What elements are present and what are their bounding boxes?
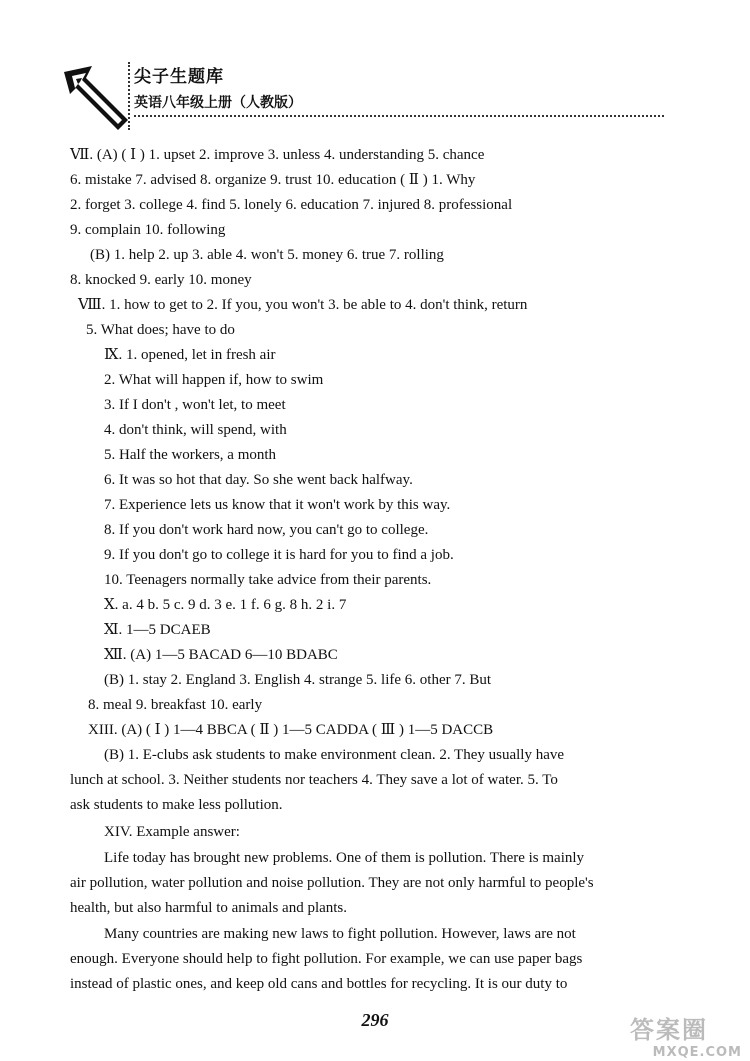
answer-line: Ⅷ. 1. how to get to 2. If you, you won't 3. be able to 4. don't think, return [78, 297, 528, 313]
header-dotted-rule [134, 115, 664, 117]
answer-line: 8. If you don't work hard now, you can't go to college. [104, 522, 429, 538]
page-number: 296 [361, 1010, 389, 1030]
book-subtitle: 英语八年级上册（人教版） [134, 96, 302, 111]
answer-line: 6. mistake 7. advised 8. organize 9. trust 10. education ( Ⅱ ) 1. Why [70, 172, 476, 188]
answer-line: 5. What does; have to do [86, 322, 235, 338]
answer-line: instead of plastic ones, and keep old cans and bottles for recycling. It is our duty to [70, 976, 568, 992]
answer-line: lunch at school. 3. Neither students nor teachers 4. They save a lot of water. 5. To [70, 772, 558, 788]
answer-line: (B) 1. stay 2. England 3. English 4. strange 5. life 6. other 7. But [104, 672, 492, 688]
watermark [630, 1010, 742, 1060]
answer-line: enough. Everyone should help to fight pollution. For example, we can use paper bags [70, 951, 583, 967]
answer-line: 3. If I don't , won't let, to meet [104, 397, 286, 413]
book-series-title: 尖子生题库 [134, 67, 224, 86]
answer-line: health, but also harmful to animals and plants. [70, 900, 348, 916]
answer-line: 10. Teenagers normally take advice from their parents. [104, 572, 432, 588]
header-vertical-divider [128, 62, 130, 130]
answer-line: Life today has brought new problems. One of them is pollution. There is mainly [104, 850, 585, 866]
answer-line: Ⅹ. a. 4 b. 5 c. 9 d. 3 e. 1 f. 6 g. 8 h. 2 i. 7 [104, 597, 347, 613]
answer-line: 9. complain 10. following [70, 222, 226, 238]
answer-line: 2. What will happen if, how to swim [104, 372, 324, 388]
page-header [62, 58, 662, 138]
answer-line: 5. Half the workers, a month [104, 447, 277, 463]
answer-line: 7. Experience lets us know that it won't work by this way. [104, 497, 451, 513]
answer-line: Ⅺ. 1—5 DCAEB [104, 622, 211, 638]
answer-line: 8. meal 9. breakfast 10. early [88, 697, 263, 713]
answer-line: 4. don't think, will spend, with [104, 422, 287, 438]
answer-line: Ⅶ. (A) ( Ⅰ ) 1. upset 2. improve 3. unless 4. understanding 5. chance [70, 147, 485, 163]
answer-line: Ⅸ. 1. opened, let in fresh air [104, 347, 276, 363]
answer-line: (B) 1. E-clubs ask students to make environment clean. 2. They usually have [104, 747, 565, 763]
answer-line: 6. It was so hot that day. So she went back halfway. [104, 472, 413, 488]
watermark-logo-text: 答案圈 [630, 1016, 708, 1044]
answer-line: Ⅻ. (A) 1—5 BACAD 6—10 BDABC [104, 647, 338, 663]
answer-line: XIII. (A) ( Ⅰ ) 1—4 BBCA ( Ⅱ ) 1—5 CADDA ( Ⅲ ) 1—5 DACCB [88, 722, 494, 738]
answer-line: Many countries are making new laws to fight pollution. However, laws are not [104, 926, 576, 942]
answer-line: (B) 1. help 2. up 3. able 4. won't 5. money 6. true 7. rolling [90, 247, 444, 263]
answer-line: ask students to make less pollution. [70, 797, 283, 813]
answer-line: 2. forget 3. college 4. find 5. lonely 6. education 7. injured 8. professional [70, 197, 513, 213]
arrow-logo-icon [62, 64, 132, 134]
answer-line: air pollution, water pollution and noise pollution. They are not only harmful to people's [70, 875, 594, 891]
answer-line: 9. If you don't go to college it is hard for you to find a job. [104, 547, 454, 563]
answer-line: 8. knocked 9. early 10. money [70, 272, 252, 288]
watermark-site: MXQE.COM [652, 1045, 742, 1060]
answer-line: XIV. Example answer: [104, 824, 240, 840]
